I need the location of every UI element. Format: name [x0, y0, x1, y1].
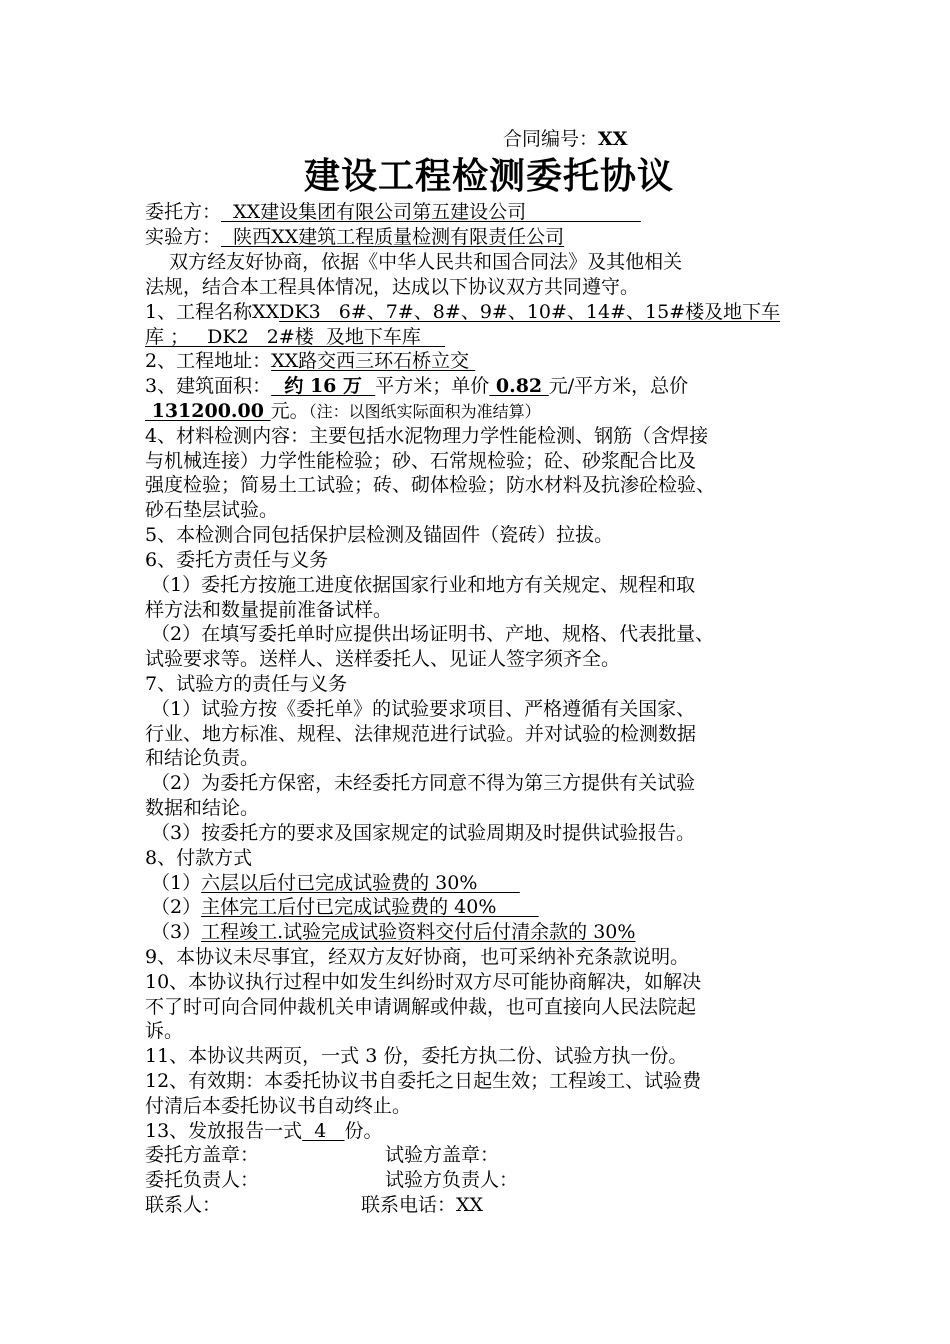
test-content-line: 与机械连接）力学性能检验；砂、石常规检验；砼、砂浆配合比及 — [145, 450, 697, 472]
dispute-line: 诉。 — [145, 1020, 184, 1042]
area-price-line: 3、建筑面积： 约 16 万 平方米；单价 0.82 元/平方米，总价 — [145, 375, 689, 397]
client-duty-line: （1）委托方按施工进度依据国家行业和地方有关规定、规程和取 — [145, 574, 696, 596]
lab-duty-line: （3）按委托方的要求及国家规定的试验周期及时提供试验报告。 — [145, 822, 696, 844]
project-name-line: 库 ； DK2 2#楼 及地下车库 — [145, 326, 446, 348]
validity-line: 12、有效期：本委托协议书自委托之日起生效；工程竣工、试验费 — [145, 1070, 702, 1092]
client-duty-line: 试验要求等。送样人、送样委托人、见证人签字须齐全。 — [145, 648, 621, 670]
intro-line: 法规，结合本工程具体情况，达成以下协议双方共同遵守。 — [145, 276, 640, 298]
lab-duty-line: （1）试验方按《委托单》的试验要求项目、严格遵循有关国家、 — [145, 698, 696, 720]
copies-line: 11、本协议共两页，一式 3 份，委托方执二份、试验方执一份。 — [145, 1045, 688, 1067]
dispute-line: 10、本协议执行过程中如发生纠纷时双方尽可能协商解决，如解决 — [145, 971, 702, 993]
representative-line: 委托负责人： 试验方负责人： — [145, 1169, 519, 1191]
client-duty-line: （2）在填写委托单时应提供出场证明书、产地、规格、代表批量、 — [145, 623, 715, 645]
dispute-line: 不了时可向合同仲裁机关申请调解或仲裁，也可直接向人民法院起 — [145, 996, 697, 1018]
payment-heading: 8、付款方式 — [145, 847, 253, 869]
client-duties-heading: 6、委托方责任与义务 — [145, 549, 329, 571]
total-price-line: 131200.00 元。（注：以图纸实际面积为准结算） — [145, 400, 541, 422]
item9-line: 9、本协议未尽事宜，经双方友好协商，也可采纳补充条款说明。 — [145, 946, 690, 968]
test-content-line: 4、材料检测内容：主要包括水泥物理力学性能检测、钢筋（含焊接 — [145, 425, 709, 447]
lab-party-line: 实验方： 陕西XX建筑工程质量检测有限责任公司 — [145, 226, 565, 248]
payment-item: （3）工程竣工.试验完成试验资料交付后付清余款的 30% — [145, 921, 636, 943]
seal-line: 委托方盖章： 试验方盖章： — [145, 1144, 500, 1166]
lab-duty-line: 和结论负责。 — [145, 747, 260, 769]
intro-line: 双方经友好协商，依据《中华人民共和国合同法》及其他相关 — [145, 251, 683, 273]
payment-item: （1）六层以后付已完成试验费的 30% — [145, 872, 520, 894]
document-title: 建设工程检测委托协议 — [303, 156, 674, 197]
lab-duty-line: （2）为委托方保密，未经委托方同意不得为第三方提供有关试验 — [145, 772, 696, 794]
project-address-line: 2、工程地址：XX路交西三环石桥立交 — [145, 350, 476, 372]
client-duty-line: 样方法和数量提前准备试样。 — [145, 599, 393, 621]
test-content-line: 强度检验；简易土工试验；砖、砌体检验；防水材料及抗渗砼检验、 — [145, 474, 716, 496]
project-name-line: 1、工程名称XXDK3 6#、7#、8#、9#、10#、14#、15#楼及地下车 — [145, 301, 781, 323]
payment-item: （2）主体完工后付已完成试验费的 40% — [145, 896, 539, 918]
item5-line: 5、本检测合同包括保护层检测及锚固件（瓷砖）拉拔。 — [145, 524, 614, 546]
lab-duties-heading: 7、试验方的责任与义务 — [145, 673, 348, 695]
report-copies-line: 13、发放报告一式 4 份。 — [145, 1120, 383, 1142]
client-party-line: 委托方： XX建设集团有限公司第五建设公司 — [145, 201, 641, 223]
lab-duty-line: 数据和结论。 — [145, 797, 260, 819]
test-content-line: 砂石垫层试验。 — [145, 499, 279, 521]
validity-line: 付清后本委托协议书自动终止。 — [145, 1095, 412, 1117]
lab-duty-line: 行业、地方标准、规程、法律规范进行试验。并对试验的检测数据 — [145, 723, 697, 745]
contact-line: 联系人： 联系电话：XX — [145, 1194, 484, 1216]
contract-number: 合同编号：XX — [503, 128, 628, 150]
